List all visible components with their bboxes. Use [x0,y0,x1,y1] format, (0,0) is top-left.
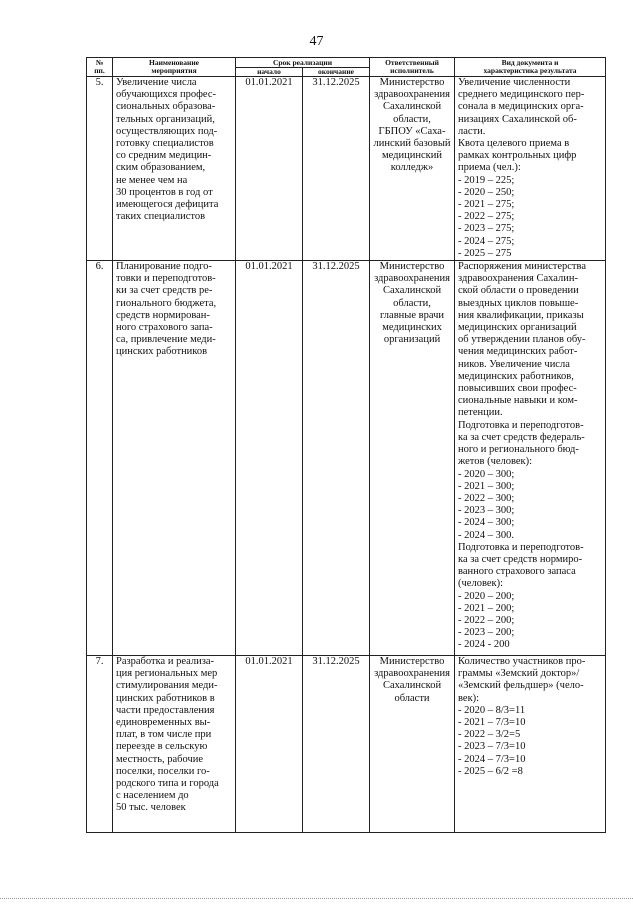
result: Увеличение численности среднего медицинского пер- сонала в медицинских орга- низациях Сахалинской об- ласти. Квота целевого приема в рамках контрольных цифр приема (чел.): - 2019 – 225; - 2020 – 250; - 2021 – 275; - 2022 – 275; - 2023 – 275; - 2024 – 275; - 2025 – 275 [455,77,606,261]
measures-table [86,57,606,833]
table-row [87,656,606,833]
responsible: Министерство здравоохранения Сахалинской области, главные врачи медицинских организаций [370,261,455,656]
scan-edge-line [0,898,633,899]
end-date: 31.12.2025 [303,656,370,833]
result: Количество участников про- граммы «Земский доктор»/ «Земский фельдшер» (чело- век): - 2020 – 8/3=11 - 2021 – 7/3=10 - 2022 – 3/2=5 - 2023 – 7/3=10 - 2024 – 7/3=10 - 2025 – 6/2 =8 [455,656,606,833]
row-number: 7. [87,656,113,833]
end-date: 31.12.2025 [303,77,370,261]
start-date: 01.01.2021 [236,77,303,261]
header-num: № пп. [87,58,113,77]
start-date: 01.01.2021 [236,261,303,656]
header-period: Срок реализации [236,58,370,68]
measure-name: Увеличение числа обучающихся профес- сиональных образова- тельных организаций, осуществляющих под- готовку специалистов со средним медицин- ским образованием, не менее чем на 30 процентов в год от имеющегося дефицита таких специалистов [113,77,236,261]
result: Распоряжения министерства здравоохранения Сахалин- ской области о проведении выездных циклов повыше- ния квалификации, приказы медицинских организаций об утверждении планов обу- чения медицинских работ- ников. Увеличение числа медицинских работников, повысивших свои профес- сиональные навыки и ком- петенции. Подготовка и переподготов- ка за счет средств федераль- ного и регионального бюд- жетов (человек): - 2020 – 300; - 2021 – 300; - 2022 – 300; - 2023 – 300; - 2024 – 300; - 2024 – 300. Подготовка и переподготов- ка за счет средств нормиро- ванного страхового запаса (человек): - 2020 – 200; - 2021 – 200; - 2022 – 200; - 2023 – 200; - 2024 - 200 [455,261,606,656]
header-start: начало [236,68,303,77]
header-responsible: Ответственный исполнитель [370,58,455,77]
page-number: 47 [309,34,324,49]
header-name: Наименование мероприятия [113,58,236,77]
responsible: Министерство здравоохранения Сахалинской области, ГБПОУ «Саха- линский базовый медицинский колледж» [370,77,455,261]
responsible: Министерство здравоохранения Сахалинской области [370,656,455,833]
row-number: 5. [87,77,113,261]
table-row [87,261,606,656]
row-number: 6. [87,261,113,656]
header-result: Вид документа и характеристика результата [455,58,606,77]
start-date: 01.01.2021 [236,656,303,833]
header-end: окончание [303,68,370,77]
measure-name: Планирование подго- товки и переподготов- ки за счет средств ре- гионального бюджета, средств нормирован- ного страхового запа- са, привлечение меди- цинских работников [113,261,236,656]
measure-name: Разработка и реализа- ция региональных мер стимулирования меди- цинских работников в части предоставления единовременных вы- плат, в том числе при переезде в сельскую местность, рабочие поселки, поселки го- родского типа и города с населением до 50 тыс. человек [113,656,236,833]
table-row [87,77,606,261]
end-date: 31.12.2025 [303,261,370,656]
